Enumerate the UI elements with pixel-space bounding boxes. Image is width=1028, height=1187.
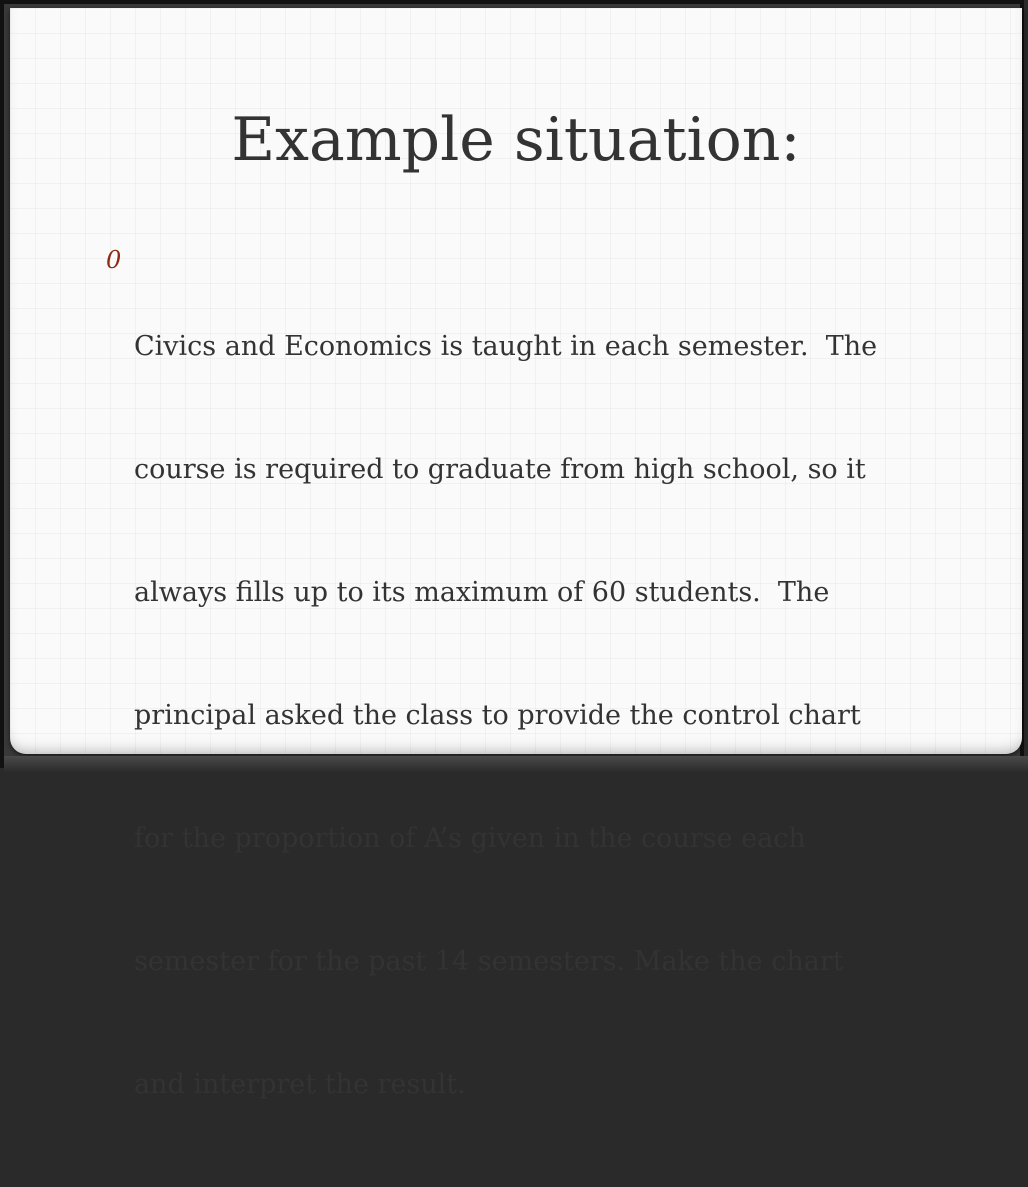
bottom-bar [4,756,1028,772]
bullet-line: Civics and Economics is taught in each semester. The [134,331,878,362]
bullet-line: semester for the past 14 semesters. Make the chart [134,946,844,977]
bullet-line: principal asked the class to provide the control chart [134,700,861,731]
bullet-item [106,244,926,1187]
slide-content [106,244,926,1187]
bullet-line: course is required to graduate from high school, so it [134,454,866,485]
bullet-line: for the proportion of A’s given in the course each [134,823,806,854]
bullet-line: and interpret the result. [134,1069,466,1100]
slide-title: Example situation: [231,105,801,175]
bullet-text [134,244,926,1187]
slide [10,8,1022,1100]
bullet-line: always fills up to its maximum of 60 students. The [134,577,830,608]
bullet-marker: 0 [106,246,122,274]
